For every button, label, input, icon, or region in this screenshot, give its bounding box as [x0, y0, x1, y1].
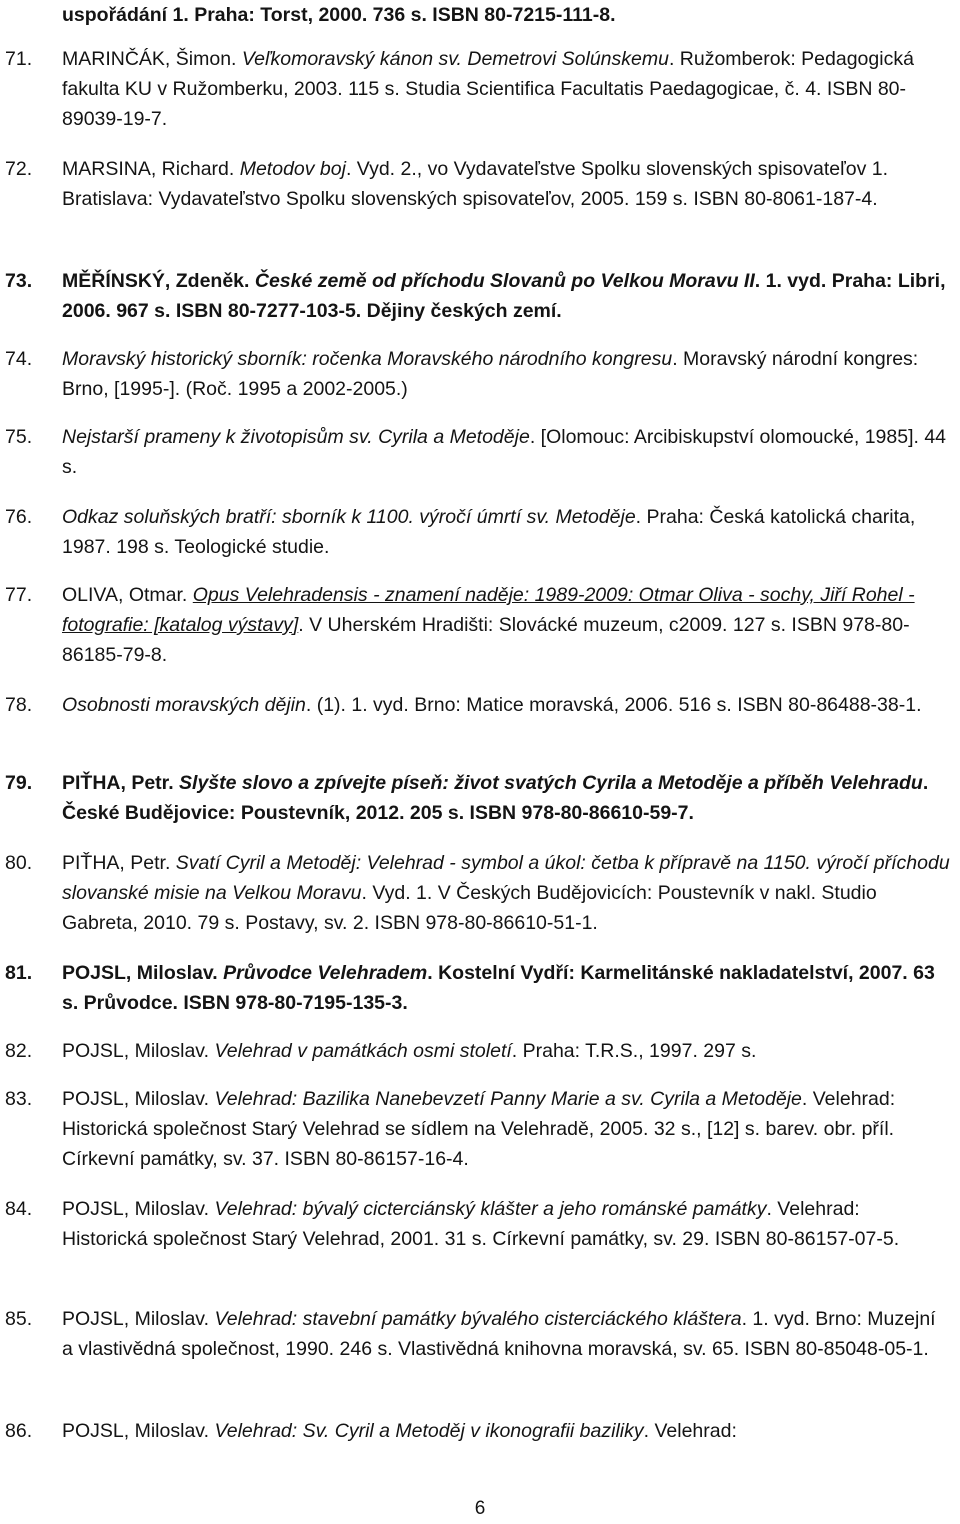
- entry-text: POJSL, Miloslav. Velehrad: stavební památky bývalého cisterciáckého kláštera. 1. vyd. Brno: Muzejní a vlastivědná společnost, 1990. 246 s. Vlastivědná knihovna moravská, sv. 65. ISBN 80-85048-05-1.: [62, 1308, 936, 1360]
- continuation-line: uspořádání 1. Praha: Torst, 2000. 736 s. ISBN 80-7215-111-8.: [62, 4, 616, 26]
- entry-text: POJSL, Miloslav. Velehrad: bývalý cicterciánský klášter a jeho románské památky. Velehrad: Historická společnost Starý Velehrad, 2001. 31 s. Církevní památky, sv. 29. ISBN 80-86157-07-5.: [62, 1198, 900, 1250]
- entry-text: Nejstarší prameny k životopisům sv. Cyrila a Metoděje. [Olomouc: Arcibiskupství olomoucké, 1985]. 44 s.: [62, 426, 947, 478]
- entry-number: 82.: [5, 1040, 33, 1062]
- entry-number: 73.: [5, 270, 33, 292]
- entry-number: 75.: [5, 426, 33, 448]
- entry-number: 83.: [5, 1088, 33, 1110]
- entry-text: MARINČÁK, Šimon. Veľkomoravský kánon sv. Demetrovi Solúnskemu. Ružomberok: Pedagogická fakulta KU v Ružomberku, 2003. 115 s. Studia Scientifica Facultatis Paedagogicae, č. 4. ISBN 80-89039-19-7.: [62, 48, 914, 130]
- entry-number: 81.: [5, 962, 33, 984]
- entry-text: PIŤHA, Petr. Slyšte slovo a zpívejte píseň: život svatých Cyrila a Metoděje a příběh Velehradu. České Budějovice: Poustevník, 2012. 205 s. ISBN 978-80-86610-59-7.: [62, 772, 929, 824]
- entry-text: PIŤHA, Petr. Svatí Cyril a Metoděj: Velehrad - symbol a úkol: četba k přípravě na 1150. výročí příchodu slovanské misie na Velkou Moravu. Vyd. 1. V Českých Budějovicích: Poustevník v nakl. Studio Gabreta, 2010. 79 s. Postavy, sv. 2. ISBN 978-80-86610-51-1.: [62, 852, 950, 934]
- page-number: 6: [474, 1498, 486, 1519]
- entry-number: 86.: [5, 1420, 33, 1442]
- entry-number: 76.: [5, 506, 33, 528]
- entry-text: POJSL, Miloslav. Velehrad: Bazilika Nanebevzetí Panny Marie a sv. Cyrila a Metoděje. Velehrad: Historická společnost Starý Velehrad se sídlem na Velehradě, 2005. 32 s., [12] s. barev. obr. příl. Církevní památky, sv. 37. ISBN 80-86157-16-4.: [62, 1088, 896, 1170]
- entry-number: 78.: [5, 694, 33, 716]
- entry-text: MARSINA, Richard. Metodov boj. Vyd. 2., vo Vydavateľstve Spolku slovenských spisovateľov 1. Bratislava: Vydavateľstvo Spolku slovenských spisovateľov, 2005. 159 s. ISBN 80-8061-187-4.: [62, 158, 889, 210]
- entry-number: 77.: [5, 584, 33, 606]
- entry-text: Odkaz soluňských bratří: sborník k 1100. výročí úmrtí sv. Metoděje. Praha: Česká katolická charita, 1987. 198 s. Teologické studie.: [62, 506, 916, 558]
- entry-text: OLIVA, Otmar. Opus Velehradensis - znamení naděje: 1989-2009: Otmar Oliva - sochy, Jiří Rohel - fotografie: [katalog výstavy]. V Uherském Hradišti: Slovácké muzeum, c2009. 127 s. ISBN 978-80-86185-79-8.: [62, 584, 915, 666]
- entry-number: 71.: [5, 48, 33, 70]
- entry-number: 84.: [5, 1198, 33, 1220]
- entry-number: 74.: [5, 348, 33, 370]
- entry-text: POJSL, Miloslav. Velehrad v památkách osmi století. Praha: T.R.S., 1997. 297 s.: [62, 1040, 757, 1062]
- entry-number: 79.: [5, 772, 33, 794]
- entry-number: 80.: [5, 852, 33, 874]
- entry-number: 85.: [5, 1308, 33, 1330]
- entry-number: 72.: [5, 158, 33, 180]
- entry-text: MĚŘÍNSKÝ, Zdeněk. České země od příchodu Slovanů po Velkou Moravu II. 1. vyd. Praha: Libri, 2006. 967 s. ISBN 80-7277-103-5. Dějiny českých zemí.: [62, 270, 946, 322]
- entry-text: POJSL, Miloslav. Velehrad: Sv. Cyril a Metoděj v ikonografii baziliky. Velehrad:: [62, 1420, 737, 1442]
- entry-text: POJSL, Miloslav. Průvodce Velehradem. Kostelní Vydří: Karmelitánské nakladatelství, 2007. 63 s. Průvodce. ISBN 978-80-7195-135-3.: [62, 962, 935, 1014]
- entry-text: Moravský historický sborník: ročenka Moravského národního kongresu. Moravský národní kongres: Brno, [1995-]. (Roč. 1995 a 2002-2005.): [62, 348, 919, 400]
- entry-text: Osobnosti moravských dějin. (1). 1. vyd. Brno: Matice moravská, 2006. 516 s. ISBN 80-86488-38-1.: [62, 694, 922, 716]
